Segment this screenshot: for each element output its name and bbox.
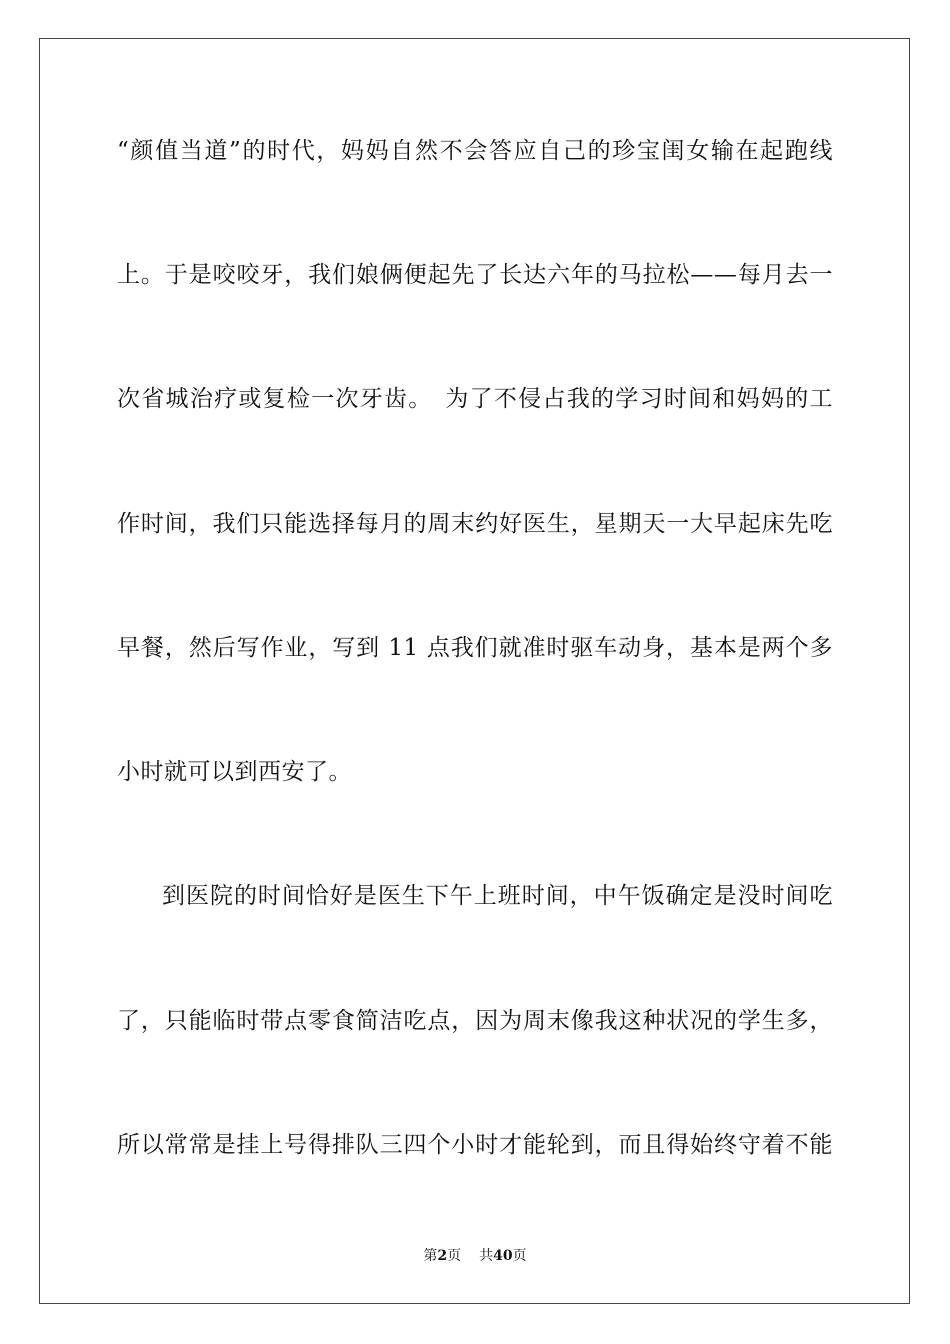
body-text-line-4: 作时间，我们只能选择每月的周末约好医生，星期天一大早起床先吃	[117, 511, 833, 537]
body-text-line-5: 早餐，然后写作业，写到 11 点我们就准时驱车动身，基本是两个多	[117, 635, 833, 661]
body-text-line-8: 了，只能临时带点零食简洁吃点，因为周末像我这种状况的学生多，	[117, 1008, 833, 1034]
body-text-line-1: “颜值当道”的时代，妈妈自然不会答应自己的珍宝闺女输在起跑线	[117, 138, 833, 164]
body-text-line-2: 上。于是咬咬牙，我们娘俩便起先了长达六年的马拉松——每月去一	[117, 262, 833, 288]
page-number: 2	[437, 1248, 448, 1264]
total-prefix: 共	[479, 1248, 494, 1264]
total-pages: 40	[493, 1248, 513, 1264]
page-prefix: 第	[423, 1248, 438, 1264]
body-text-line-9: 所以常常是挂上号得排队三四个小时才能轮到，而且得始终守着不能	[117, 1132, 833, 1158]
page-border	[39, 38, 910, 1304]
body-text-line-6: 小时就可以到西安了。	[117, 759, 352, 785]
body-text-line-3: 次省城治疗或复检一次牙齿。 为了不侵占我的学习时间和妈妈的工	[117, 386, 833, 412]
total-suffix: 页	[512, 1248, 527, 1264]
page-suffix: 页	[447, 1248, 462, 1264]
body-text-line-7: 到医院的时间恰好是医生下午上班时间，中午饭确定是没时间吃	[162, 883, 833, 909]
page-footer	[0, 1246, 950, 1266]
